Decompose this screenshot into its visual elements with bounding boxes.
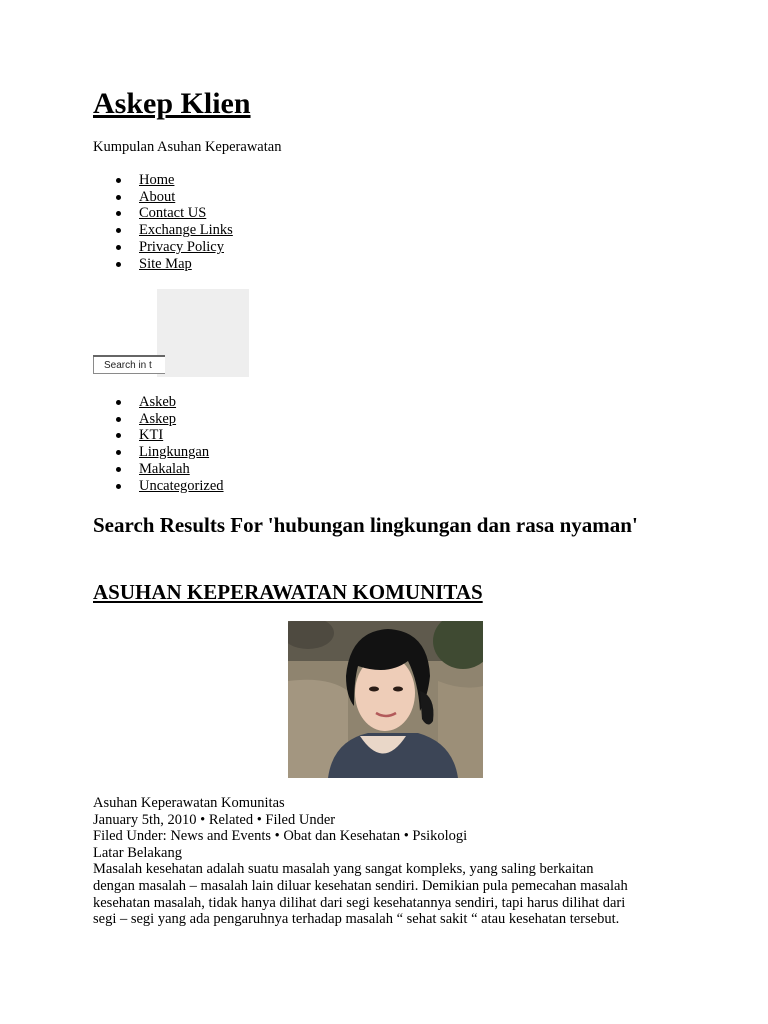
category-item-makalah — [139, 461, 224, 478]
post-photo — [288, 621, 483, 778]
category-item-askep — [139, 411, 224, 428]
category-link-askeb[interactable]: Askeb — [139, 394, 177, 410]
category-link-uncategorized[interactable]: Uncategorized — [139, 477, 224, 494]
category-item-uncategorized — [139, 478, 224, 495]
portrait-image — [288, 621, 483, 778]
post-categories: Filed Under: News and Events • Obat dan Kesehatan • Psikologi — [93, 828, 468, 845]
post-paragraph-line: kesehatan masalah, tidak hanya dilihat dari segi kesehatannya sendiri, tapi harus dilihat dari — [93, 894, 626, 911]
nav-item-site-map — [139, 256, 233, 273]
search-input[interactable]: Search in t — [93, 355, 165, 374]
nav-link-about[interactable]: About — [139, 188, 176, 205]
category-item-askeb — [139, 394, 224, 411]
category-link-askep[interactable]: Askep — [139, 410, 177, 427]
category-link-makalah[interactable]: Makalah — [139, 460, 190, 477]
nav-item-privacy-policy — [139, 239, 233, 256]
site-title — [93, 86, 251, 122]
search-results-heading: Search Results For 'hubungan lingkungan dan rasa nyaman' — [93, 513, 638, 537]
post-title-link[interactable]: ASUHAN KEPERAWATAN KOMUNITAS — [93, 580, 483, 604]
post-section-heading: Latar Belakang — [93, 844, 182, 861]
category-link-lingkungan[interactable]: Lingkungan — [139, 444, 210, 461]
post-title — [93, 578, 483, 606]
nav-item-contact — [139, 205, 233, 222]
category-link-kti[interactable]: KTI — [139, 427, 164, 444]
nav-item-about — [139, 189, 233, 206]
post-paragraph-line: Masalah kesehatan adalah suatu masalah yang sangat kompleks, yang saling berkaitan — [93, 861, 594, 878]
category-item-kti — [139, 427, 224, 444]
nav-link-home[interactable]: Home — [139, 172, 175, 188]
post-body — [93, 795, 673, 928]
search-button-placeholder[interactable] — [157, 289, 249, 377]
category-item-lingkungan — [139, 444, 224, 461]
post-paragraph-line: segi – segi yang ada pengaruhnya terhadap masalah “ sehat sakit “ atau kesehatan tersebut. — [93, 911, 620, 928]
site-description: Kumpulan Asuhan Keperawatan — [93, 139, 282, 155]
nav-link-contact[interactable]: Contact US — [139, 205, 207, 222]
post-paragraph-line: dengan masalah – masalah lain diluar kesehatan sendiri. Demikian pula pemecahan masalah — [93, 877, 628, 894]
site-title-link[interactable]: Askep Klien — [93, 87, 251, 120]
page-navigation — [93, 172, 233, 272]
category-navigation — [93, 394, 224, 494]
nav-link-site-map[interactable]: Site Map — [139, 255, 192, 272]
nav-item-exchange-links — [139, 222, 233, 239]
nav-link-exchange-links[interactable]: Exchange Links — [139, 222, 233, 239]
nav-link-privacy-policy[interactable]: Privacy Policy — [139, 238, 224, 255]
nav-item-home — [139, 172, 233, 189]
post-subtitle: Asuhan Keperawatan Komunitas — [93, 795, 285, 811]
search-input-border — [93, 355, 165, 357]
post-meta: January 5th, 2010 • Related • Filed Under — [93, 811, 336, 828]
